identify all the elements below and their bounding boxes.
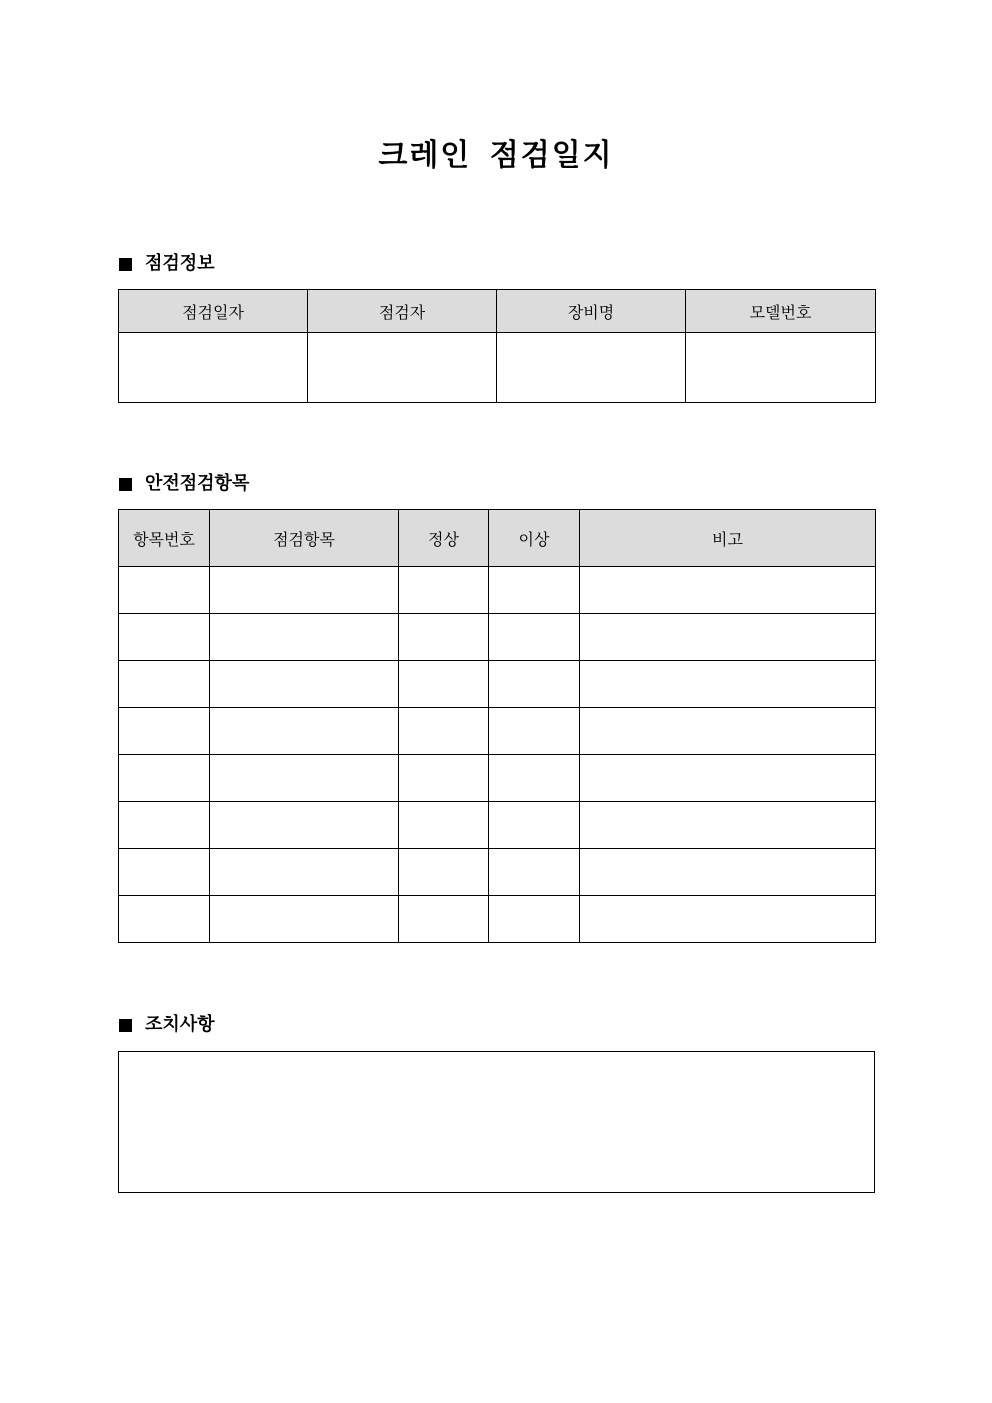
column-header-inspection-date: 점검일자 bbox=[119, 290, 308, 333]
table-row bbox=[119, 567, 876, 614]
column-header-equipment-name: 장비명 bbox=[497, 290, 686, 333]
normal-cell[interactable] bbox=[399, 614, 489, 661]
table-row bbox=[119, 802, 876, 849]
remarks-cell[interactable] bbox=[580, 708, 876, 755]
inspection-info-table bbox=[118, 289, 876, 403]
abnormal-cell[interactable] bbox=[489, 708, 580, 755]
table-row bbox=[119, 333, 876, 403]
item-number-cell[interactable] bbox=[119, 849, 210, 896]
remarks-cell[interactable] bbox=[580, 849, 876, 896]
remarks-cell[interactable] bbox=[580, 802, 876, 849]
page-title: 크레인 점검일지 bbox=[378, 138, 614, 173]
table-row bbox=[119, 755, 876, 802]
check-item-cell[interactable] bbox=[210, 802, 399, 849]
equipment-name-cell[interactable] bbox=[497, 333, 686, 403]
abnormal-cell[interactable] bbox=[489, 755, 580, 802]
abnormal-cell[interactable] bbox=[489, 661, 580, 708]
normal-cell[interactable] bbox=[399, 896, 489, 943]
square-bullet-icon bbox=[119, 258, 132, 271]
table-header-row bbox=[119, 510, 876, 567]
normal-cell[interactable] bbox=[399, 661, 489, 708]
square-bullet-icon bbox=[119, 478, 132, 491]
model-number-cell[interactable] bbox=[686, 333, 876, 403]
column-header-normal: 정상 bbox=[399, 510, 489, 567]
check-item-cell[interactable] bbox=[210, 567, 399, 614]
check-item-cell[interactable] bbox=[210, 614, 399, 661]
item-number-cell[interactable] bbox=[119, 614, 210, 661]
section-heading-action-label: 조치사항 bbox=[145, 1014, 215, 1035]
check-item-cell[interactable] bbox=[210, 896, 399, 943]
remarks-cell[interactable] bbox=[580, 567, 876, 614]
table-row bbox=[119, 708, 876, 755]
column-header-check-item: 점검항목 bbox=[210, 510, 399, 567]
item-number-cell[interactable] bbox=[119, 661, 210, 708]
abnormal-cell[interactable] bbox=[489, 896, 580, 943]
item-number-cell[interactable] bbox=[119, 708, 210, 755]
table-row bbox=[119, 614, 876, 661]
section-heading-action bbox=[119, 1012, 215, 1038]
square-bullet-icon bbox=[119, 1019, 132, 1032]
item-number-cell[interactable] bbox=[119, 567, 210, 614]
table-row bbox=[119, 896, 876, 943]
normal-cell[interactable] bbox=[399, 755, 489, 802]
normal-cell[interactable] bbox=[399, 567, 489, 614]
item-number-cell[interactable] bbox=[119, 896, 210, 943]
normal-cell[interactable] bbox=[399, 849, 489, 896]
section-heading-info-label: 점검정보 bbox=[145, 253, 215, 274]
check-item-cell[interactable] bbox=[210, 708, 399, 755]
column-header-remarks: 비고 bbox=[580, 510, 876, 567]
remarks-cell[interactable] bbox=[580, 661, 876, 708]
item-number-cell[interactable] bbox=[119, 755, 210, 802]
table-header-row bbox=[119, 290, 876, 333]
check-item-cell[interactable] bbox=[210, 755, 399, 802]
check-item-cell[interactable] bbox=[210, 849, 399, 896]
inspection-date-cell[interactable] bbox=[119, 333, 308, 403]
abnormal-cell[interactable] bbox=[489, 849, 580, 896]
table-row bbox=[119, 661, 876, 708]
column-header-abnormal: 이상 bbox=[489, 510, 580, 567]
normal-cell[interactable] bbox=[399, 708, 489, 755]
column-header-model-number: 모델번호 bbox=[686, 290, 876, 333]
section-heading-items-label: 안전점검항목 bbox=[145, 473, 250, 494]
safety-check-items-table bbox=[118, 509, 876, 943]
table-row bbox=[119, 849, 876, 896]
abnormal-cell[interactable] bbox=[489, 614, 580, 661]
remarks-cell[interactable] bbox=[580, 896, 876, 943]
action-taken-box[interactable] bbox=[118, 1051, 875, 1193]
check-item-cell[interactable] bbox=[210, 661, 399, 708]
abnormal-cell[interactable] bbox=[489, 802, 580, 849]
column-header-item-number: 항목번호 bbox=[119, 510, 210, 567]
inspector-cell[interactable] bbox=[308, 333, 497, 403]
abnormal-cell[interactable] bbox=[489, 567, 580, 614]
section-heading-info bbox=[119, 251, 215, 277]
remarks-cell[interactable] bbox=[580, 755, 876, 802]
safety-check-items-body bbox=[119, 567, 876, 943]
remarks-cell[interactable] bbox=[580, 614, 876, 661]
normal-cell[interactable] bbox=[399, 802, 489, 849]
column-header-inspector: 점검자 bbox=[308, 290, 497, 333]
section-heading-items bbox=[119, 471, 249, 497]
item-number-cell[interactable] bbox=[119, 802, 210, 849]
